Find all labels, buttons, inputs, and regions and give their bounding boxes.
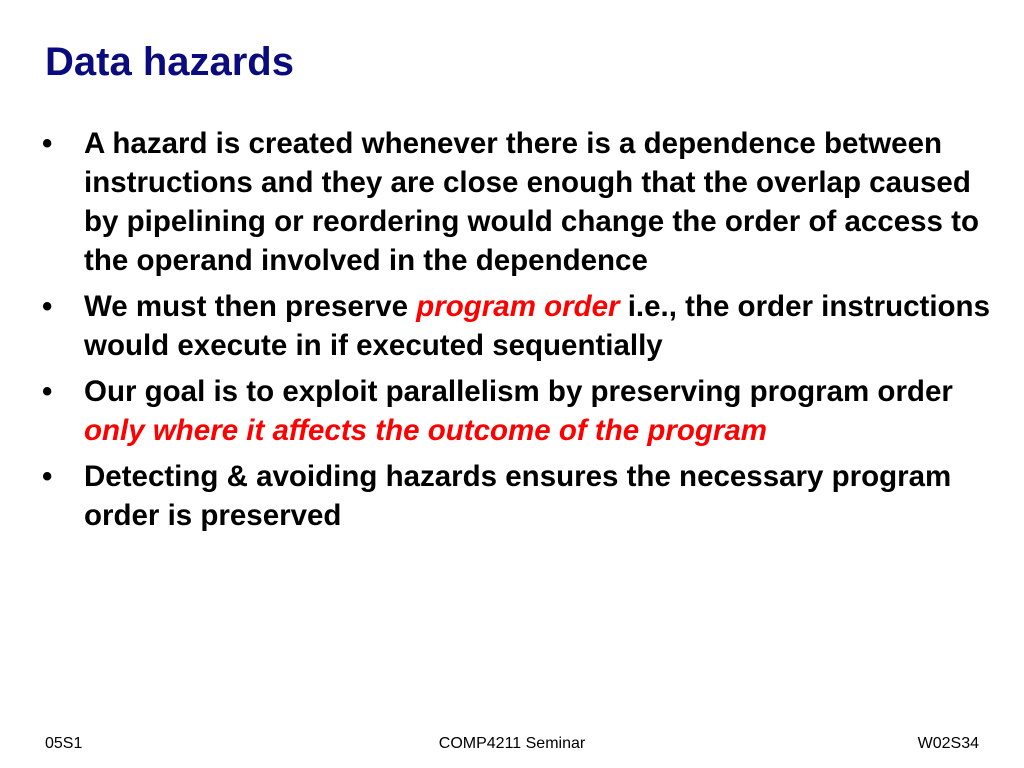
bullet-item-hazard-definition bbox=[40, 124, 995, 280]
bullet-text: Detecting & avoiding hazards ensures the necessary program order is preserved bbox=[84, 460, 952, 532]
footer-center: COMP4211 Seminar bbox=[438, 735, 586, 752]
footer-left: 05S1 bbox=[45, 735, 83, 752]
emphasis-text: only where it affects the outcome of the program bbox=[84, 414, 767, 447]
bullet-marker: • bbox=[42, 290, 53, 323]
bullet-text: i.e., the order instructions would execute in if executed sequentially bbox=[84, 290, 990, 362]
bullet-marker: • bbox=[42, 375, 53, 408]
bullet-text: A hazard is created whenever there is a dependence between instructions and they are close enough that the overlap caused by pipelining or reordering would change the order of access to the operand involved in the dependence bbox=[84, 127, 979, 277]
bullet-item-detecting bbox=[40, 457, 995, 535]
bullet-text: Our goal is to exploit parallelism by preserving program order bbox=[84, 375, 953, 408]
bullet-text: We must then preserve bbox=[84, 290, 417, 323]
bullet-item-goal bbox=[40, 372, 995, 450]
bullet-item-program-order bbox=[40, 287, 995, 365]
bullet-list bbox=[40, 124, 995, 542]
bullet-marker: • bbox=[42, 460, 53, 493]
bullet-marker: • bbox=[42, 127, 53, 160]
footer-right: W02S34 bbox=[917, 735, 979, 752]
slide-title: Data hazards bbox=[45, 40, 294, 84]
emphasis-text: program order bbox=[416, 290, 620, 323]
